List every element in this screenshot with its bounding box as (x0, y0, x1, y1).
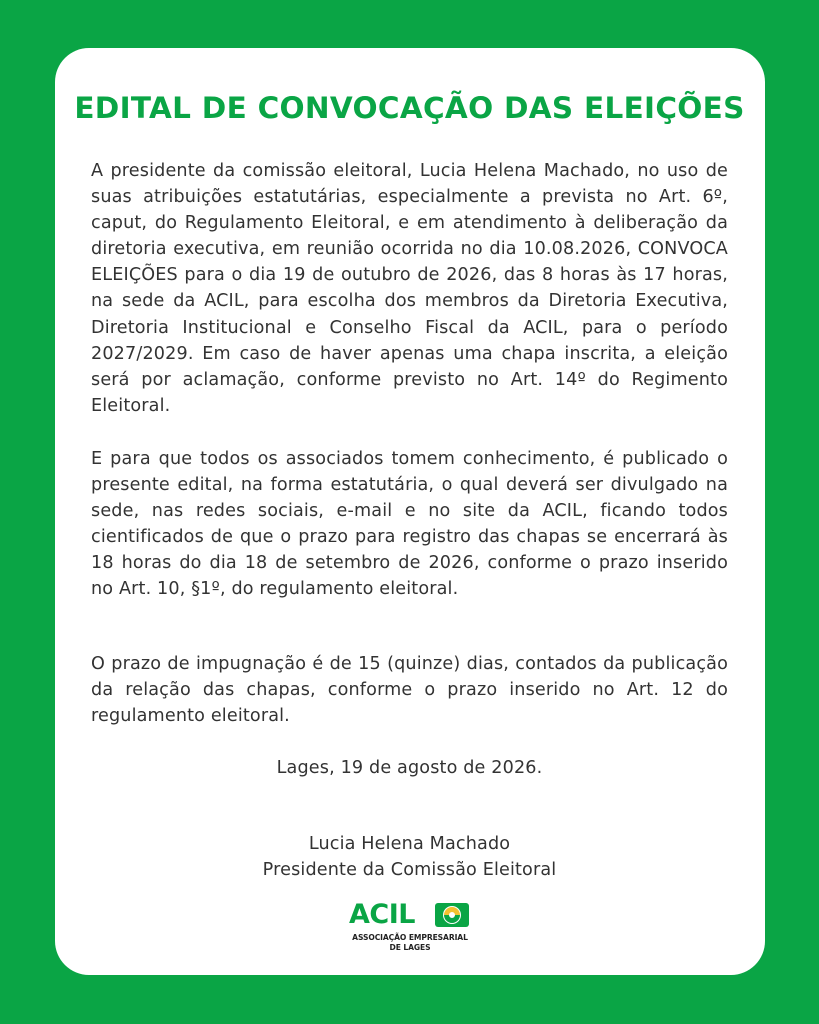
notice-paragraph-3: O prazo de impugnação é de 15 (quinze) dias, contados da publicação da relação das chapas, conforme o prazo inserido no Art. 12 do regulamento eleitoral. (91, 654, 728, 727)
signer-name: Lucia Helena Machado (308, 834, 511, 854)
notice-paragraph-1: A presidente da comissão eleitoral, Lucia Helena Machado, no uso de suas atribuições estatutárias, especialmente a prevista no Art. 6º, caput, do Regulamento Eleitoral, e em atendimento à deliberação da diretoria executiva, em reunião ocorrida no dia 10.08.2026, CONVOCA ELEIÇÕES para o dia 19 de outubro de 2026, das 8 horas às 17 horas, na sede da ACIL, para escolha dos membros da Diretoria Executiva, Diretoria Institucional e Conselho Fiscal da ACIL, para o período 2027/2029. Em caso de haver apenas uma chapa inscrita, a eleição será por aclamação, conforme previsto no Art. 14º do Regimento Eleitoral. (91, 161, 728, 416)
acil-logo (343, 900, 477, 960)
logo-wordmark: ACIL (349, 899, 415, 930)
acil-swirl-icon (434, 902, 470, 928)
date-line: Lages, 19 de agosto de 2026. (276, 758, 543, 778)
notice-paragraph-2: E para que todos os associados tomem conhecimento, é publicado o presente edital, na forma estatutária, o qual deverá ser divulgado na sede, nas redes sociais, e-mail e no site da ACIL, ficando todos cientificados de que o prazo para registro das chapas se encerrará às 18 horas do dia 18 de setembro de 2026, conforme o prazo inserido no Art. 10, §1º, do regulamento eleitoral. (91, 449, 728, 600)
logo-subtitle (343, 933, 477, 953)
signer-role: Presidente da Comissão Eleitoral (262, 860, 557, 880)
logo-subtitle-line-1: ASSOCIAÇÃO EMPRESARIAL (352, 933, 468, 942)
logo-subtitle-line-2: DE LAGES (389, 943, 431, 952)
notice-title: EDITAL DE CONVOCAÇÃO DAS ELEIÇÕES (74, 91, 745, 125)
